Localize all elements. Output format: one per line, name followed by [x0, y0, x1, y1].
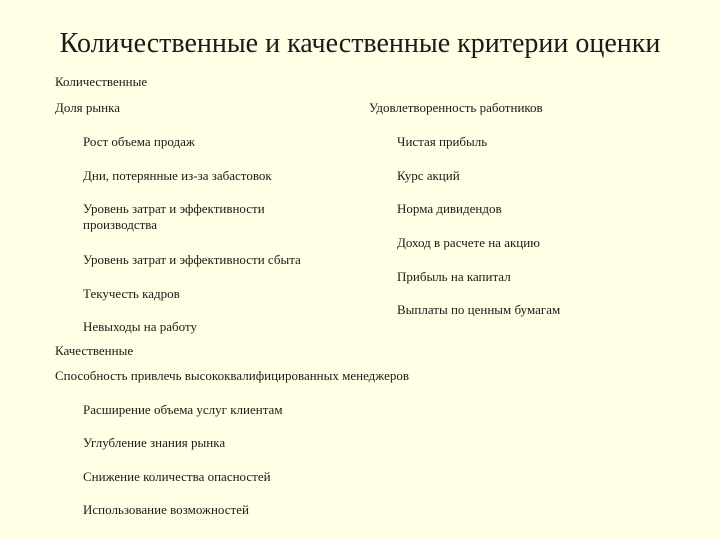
qualitative-item: Снижение количества опасностей	[83, 469, 271, 484]
left-item: Уровень затрат и эффективности производства	[83, 201, 265, 232]
left-item: Уровень затрат и эффективности сбыта	[83, 252, 301, 267]
right-item: Курс акций	[397, 168, 460, 183]
qualitative-item: Углубление знания рынка	[83, 435, 226, 450]
qualitative-item: Расширение объема услуг клиентам	[83, 402, 283, 417]
left-item: Дни, потерянные из-за забастовок	[83, 168, 272, 183]
right-subheading: Удовлетворенность работников	[369, 100, 543, 115]
qualitative-subheading: Способность привлечь высококвалифицированных менеджеров	[55, 368, 410, 383]
left-item: Рост объема продаж	[83, 134, 195, 149]
qualitative-item: Использование возможностей	[83, 502, 249, 517]
right-item: Выплаты по ценным бумагам	[397, 302, 561, 317]
left-item: Невыходы на работу	[83, 319, 197, 334]
left-subheading: Доля рынка	[55, 100, 120, 115]
right-item: Норма дивидендов	[397, 201, 502, 216]
qualitative-heading: Качественные	[55, 343, 134, 358]
slide-title: Количественные и качественные критерии оценки	[59, 28, 661, 59]
right-item: Чистая прибыль	[397, 134, 488, 149]
right-item: Прибыль на капитал	[397, 269, 511, 284]
quantitative-heading: Количественные	[55, 74, 148, 89]
left-item: Текучесть кадров	[83, 286, 180, 301]
right-item: Доход в расчете на акцию	[397, 235, 540, 250]
